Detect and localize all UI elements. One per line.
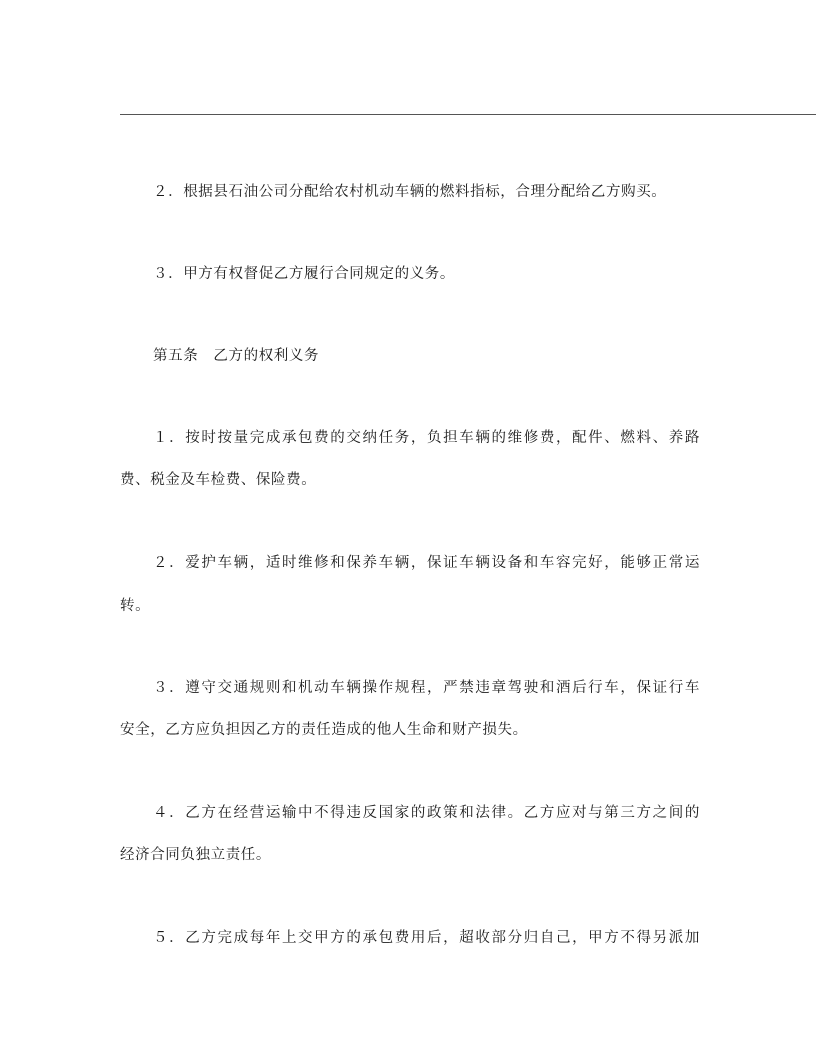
clause-line: ３．遵守交通规则和机动车辆操作规程，严禁违章驾驶和酒后行车，保证行车 <box>153 680 700 696</box>
clause-line: 安全，乙方应负担因乙方的责任造成的他人生命和财产损失。 <box>120 722 528 738</box>
clause-line: 转。 <box>120 598 151 614</box>
clause-line: ２．根据县石油公司分配给农村机动车辆的燃料指标，合理分配给乙方购买。 <box>153 184 667 200</box>
clause-line: ４．乙方在经营运输中不得违反国家的政策和法律。乙方应对与第三方之间的 <box>153 805 700 821</box>
clause-line: １．按时按量完成承包费的交纳任务，负担车辆的维修费，配件、燃料、养路 <box>153 430 700 446</box>
article-heading: 第五条 乙方的权利义务 <box>153 348 320 364</box>
clause-line: 经济合同负独立责任。 <box>120 847 271 863</box>
clause-line: ３．甲方有权督促乙方履行合同规定的义务。 <box>153 266 455 282</box>
clause-line: 费、税金及车检费、保险费。 <box>120 472 317 488</box>
clause-line: ２．爱护车辆，适时维修和保养车辆，保证车辆设备和车容完好，能够正常运 <box>153 555 700 571</box>
header-rule <box>120 114 816 115</box>
clause-line: ５．乙方完成每年上交甲方的承包费用后，超收部分归自己，甲方不得另派加 <box>153 930 700 946</box>
